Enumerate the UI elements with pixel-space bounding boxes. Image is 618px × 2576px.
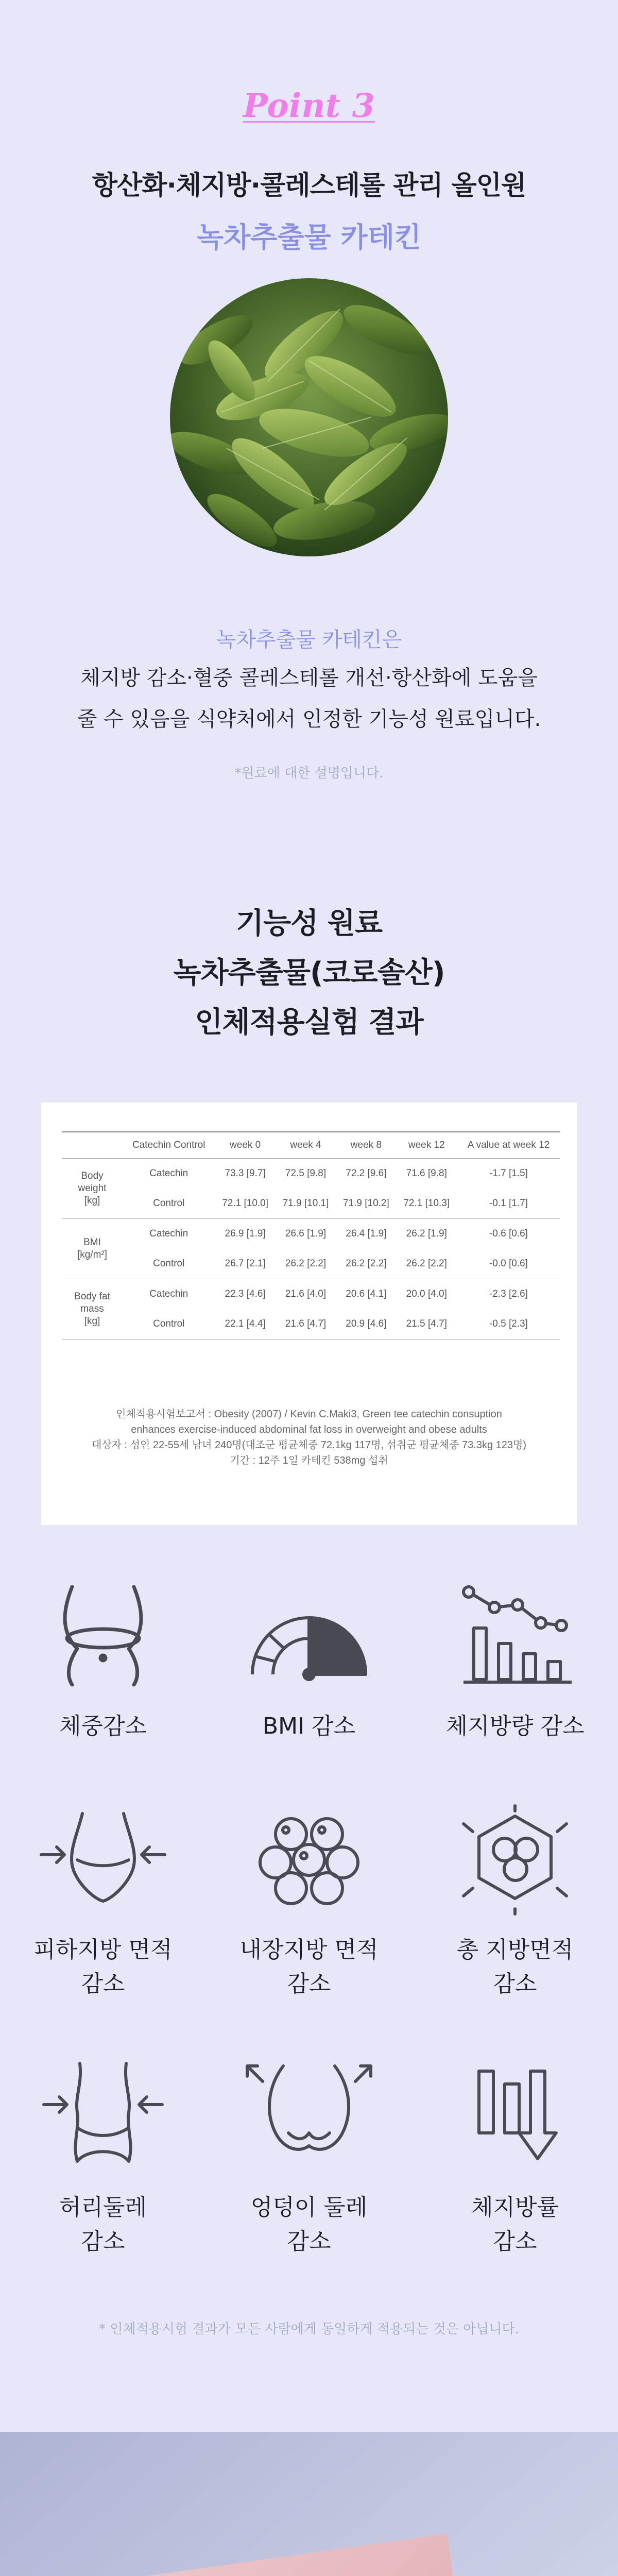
table-cell: 71.9 [10.1] bbox=[276, 1189, 336, 1219]
table-row bbox=[62, 1159, 560, 1189]
table-cell: 72.5 [9.8] bbox=[285, 1168, 327, 1179]
table-row bbox=[62, 1309, 560, 1340]
table-row bbox=[62, 1249, 560, 1279]
bars-down-icon bbox=[433, 2056, 597, 2169]
table-cell: 20.6 [4.1] bbox=[346, 1289, 387, 1299]
table-header: Catechin Control bbox=[123, 1132, 215, 1159]
table-cell: 20.9 [4.6] bbox=[336, 1309, 396, 1340]
table-cell: Catechin bbox=[149, 1168, 188, 1179]
icon-label bbox=[422, 2191, 608, 2259]
table-cell: -2.3 [2.6] bbox=[489, 1289, 528, 1299]
icon-label-line: 피하지방 면적 bbox=[33, 1937, 173, 1963]
study-citation bbox=[62, 1406, 556, 1468]
hips-arrows-icon bbox=[21, 1803, 185, 1917]
table-cell: Catechin bbox=[149, 1289, 188, 1299]
icon-label bbox=[216, 1709, 402, 1743]
intro-accent: 녹차추출물 카테킨은 bbox=[216, 628, 402, 652]
study-title-line-3: 인체적용실험 결과 bbox=[195, 1006, 423, 1039]
table-cell: -0.6 [0.6] bbox=[489, 1228, 528, 1239]
waist-icon bbox=[21, 1577, 185, 1690]
row-group-label-line: weight bbox=[78, 1183, 107, 1194]
intro-line-2: 줄 수 있음을 식약처에서 인정한 기능성 원료입니다. bbox=[77, 707, 541, 731]
fat-cells-icon bbox=[227, 1803, 391, 1917]
table-row bbox=[62, 1279, 560, 1310]
study-period-line: 기간 : 12주 1일 카테킨 538mg 섭취 bbox=[230, 1455, 388, 1466]
table-cell: 22.3 [4.6] bbox=[225, 1289, 266, 1299]
table-cell: 20.0 [4.0] bbox=[406, 1289, 447, 1299]
table-header: week 8 bbox=[336, 1132, 396, 1159]
icon-label bbox=[216, 1933, 402, 2001]
row-group-label-line: Body fat bbox=[74, 1291, 110, 1302]
icon-label-line: 체지방률 bbox=[471, 2194, 559, 2221]
study-citation-line: 인체적용시험보고서 : Obesity (2007) / Kevin C.Maki3, Green tee catechin consuption bbox=[116, 1409, 502, 1420]
row-group-label-line: Body bbox=[81, 1171, 104, 1181]
icon-label-line: 총 지방면적 bbox=[456, 1937, 574, 1963]
table-cell: 72.1 [10.3] bbox=[397, 1189, 457, 1219]
table-row bbox=[62, 1219, 560, 1249]
icon-label bbox=[216, 2191, 402, 2259]
icon-label-line: BMI 감소 bbox=[262, 1713, 356, 1739]
product-photo bbox=[0, 2432, 618, 2576]
intro-note: *원료에 대한 설명입니다. bbox=[234, 766, 384, 781]
table-header bbox=[62, 1132, 123, 1159]
table-cell: 72.2 [9.6] bbox=[346, 1168, 387, 1179]
row-group-label-line: [kg] bbox=[84, 1316, 100, 1327]
table-cell: 26.7 [2.1] bbox=[215, 1249, 275, 1279]
icon-label-line: 감소 bbox=[287, 2228, 331, 2255]
table-cell: -0.5 [2.3] bbox=[457, 1309, 560, 1340]
table-cell: 71.9 [10.2] bbox=[336, 1189, 396, 1219]
row-group-label bbox=[62, 1159, 123, 1219]
table-cell: 73.3 [9.7] bbox=[225, 1168, 266, 1179]
table-cell: 26.6 [1.9] bbox=[285, 1228, 327, 1239]
icon-label-line: 내장지방 면적 bbox=[239, 1937, 379, 1963]
table-cell: Control bbox=[123, 1189, 215, 1219]
table-cell: 26.9 [1.9] bbox=[225, 1228, 266, 1239]
study-citation-line: enhances exercise-induced abdominal fat loss in overweight and obese adults bbox=[131, 1424, 487, 1435]
table-cell: 26.2 [2.2] bbox=[336, 1249, 396, 1279]
row-group-label-line: [kg/m²] bbox=[77, 1249, 108, 1260]
table-cell: 26.2 [1.9] bbox=[406, 1228, 447, 1239]
table-cell: 21.6 [4.7] bbox=[276, 1309, 336, 1340]
table-cell: Control bbox=[123, 1309, 215, 1340]
icon-label-line: 엉덩이 둘레 bbox=[250, 2194, 368, 2221]
icon-label bbox=[10, 2191, 196, 2259]
table-row bbox=[62, 1189, 560, 1219]
table-cell: 72.1 [10.0] bbox=[215, 1189, 275, 1219]
table-header: A value at week 12 bbox=[457, 1132, 560, 1159]
row-group-label-line: mass bbox=[80, 1303, 104, 1314]
icon-label bbox=[10, 1709, 196, 1743]
table-cell: -0.0 [0.6] bbox=[457, 1249, 560, 1279]
waist-arrows-icon bbox=[21, 2056, 185, 2169]
row-group-label-line: BMI bbox=[83, 1237, 101, 1248]
bar-trend-icon bbox=[433, 1577, 597, 1690]
icon-label-line: 감소 bbox=[81, 1971, 125, 1997]
table-cell: 26.2 [2.2] bbox=[276, 1249, 336, 1279]
table-cell: 21.5 [4.7] bbox=[397, 1309, 457, 1340]
intro-line-1: 체지방 감소·혈중 콜레스테롤 개선·항산화에 도움을 bbox=[80, 666, 538, 690]
icon-label bbox=[10, 1933, 196, 2001]
icon-label-line: 감소 bbox=[493, 2228, 537, 2255]
table-cell: -0.1 [1.7] bbox=[457, 1189, 560, 1219]
icon-label-line: 체중감소 bbox=[59, 1713, 147, 1739]
table-cell: 21.6 [4.0] bbox=[285, 1289, 327, 1299]
study-subjects-line: 대상자 : 성인 22-55세 남녀 240명(대조군 평균체중 72.1kg 117명, 섭취군 평균체중 73.3kg 123명) bbox=[92, 1439, 526, 1451]
results-table bbox=[62, 1131, 560, 1340]
study-title-line-2: 녹차추출물(코로솔산) bbox=[173, 956, 445, 990]
table-cell: 22.1 [4.4] bbox=[215, 1309, 275, 1340]
table-header-row bbox=[62, 1132, 560, 1159]
row-group-label bbox=[62, 1279, 123, 1340]
table-cell: 71.6 [9.8] bbox=[406, 1168, 447, 1179]
point-label: Point 3 bbox=[243, 87, 375, 125]
subline: 녹차추출물 카테킨 bbox=[196, 221, 422, 253]
icon-label-line: 감소 bbox=[81, 2228, 125, 2255]
disclaimer: * 인체적용시험 결과가 모든 사람에게 동일하게 적용되는 것은 아닙니다. bbox=[99, 2321, 519, 2337]
headline: 항산화·체지방·콜레스테롤 관리 올인원 bbox=[92, 171, 526, 201]
table-header: week 12 bbox=[397, 1132, 457, 1159]
icon-label-line: 감소 bbox=[493, 1971, 537, 1997]
hex-cells-icon bbox=[433, 1803, 597, 1917]
icon-label-line: 허리둘레 bbox=[59, 2194, 147, 2221]
row-group-label bbox=[62, 1219, 123, 1279]
bmi-gauge-icon bbox=[227, 1577, 391, 1690]
table-cell: -1.7 [1.5] bbox=[489, 1168, 528, 1179]
table-header: week 0 bbox=[215, 1132, 275, 1159]
table-cell: 26.2 [2.2] bbox=[397, 1249, 457, 1279]
row-group-label-line: [kg] bbox=[84, 1195, 100, 1206]
table-cell: Control bbox=[123, 1249, 215, 1279]
study-title-line-1: 기능성 원료 bbox=[236, 907, 382, 940]
results-card bbox=[41, 1103, 577, 1525]
green-tea-leaves-image bbox=[170, 278, 448, 556]
table-cell: Catechin bbox=[149, 1228, 188, 1239]
icon-label bbox=[422, 1933, 608, 2001]
icon-label-line: 감소 bbox=[287, 1971, 331, 1997]
hip-shape-icon bbox=[227, 2056, 391, 2169]
table-header: week 4 bbox=[276, 1132, 336, 1159]
icon-label bbox=[422, 1709, 608, 1743]
icon-label-line: 체지방량 감소 bbox=[445, 1713, 585, 1739]
table-cell: 26.4 [1.9] bbox=[346, 1228, 387, 1239]
